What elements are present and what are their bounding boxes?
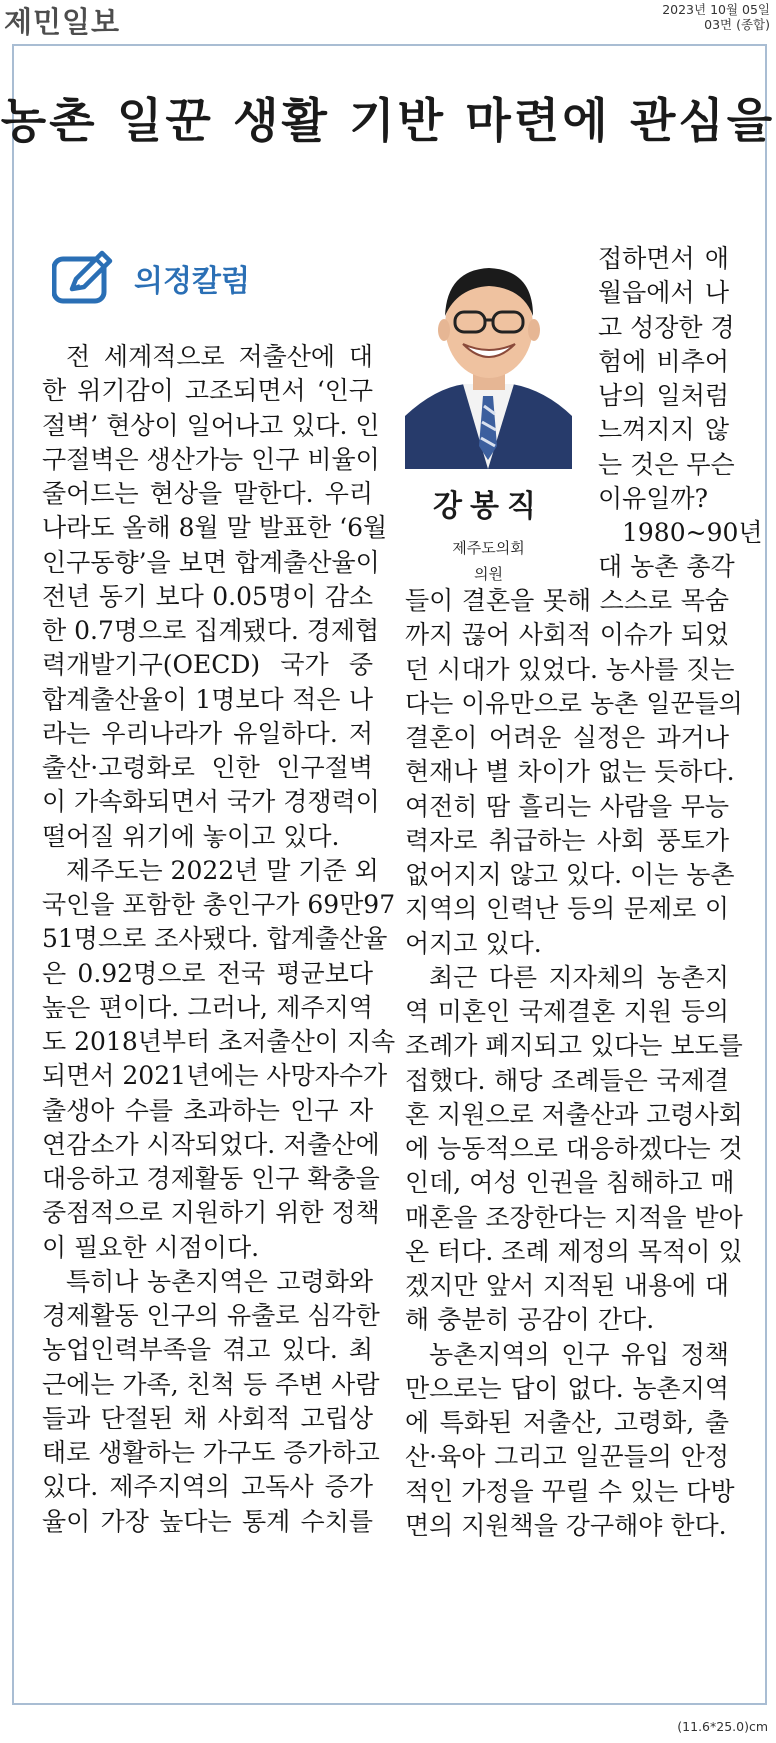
body-line: 접하면서 애 (598, 244, 729, 273)
body-line: 에 능동적으로 대응하겠다는 것 (405, 1134, 743, 1163)
body-line: 한 위기감이 고조되면서 ‘인구 (42, 376, 373, 406)
body-line: 중점적으로 지원하기 위한 정책 (42, 1198, 380, 1228)
body-line: 까지 끊어 사회적 이슈가 되었 (405, 620, 729, 650)
body-line: 줄어드는 현상을 말한다. 우리 (42, 479, 373, 508)
body-line: 높은 편이다. 그러나, 제주지역 (42, 992, 373, 1022)
body-line: 있다. 제주지역의 고독사 증가 (42, 1472, 373, 1502)
body-line: 인구동향’을 보면 합계출산율이 (42, 547, 380, 577)
body-line: 겠지만 앞서 지적된 내용에 대 (405, 1271, 729, 1300)
body-line: 나라도 올해 8월 말 발표한 ‘6월 (42, 513, 388, 543)
issue-meta (662, 2, 770, 32)
body-line: 산·육아 그리고 일꾼들의 안정 (405, 1442, 729, 1472)
body-line: 농업인력부족을 겪고 있다. 최 (42, 1335, 373, 1365)
body-line: 매혼을 조장한다는 지적을 받아 (405, 1202, 743, 1232)
masthead (0, 0, 776, 39)
issue-date: 2023년 10월 05일 (662, 2, 770, 17)
body-line: 1980~90년 (622, 518, 763, 547)
body-line: 역 미혼인 국제결혼 지원 등의 (405, 997, 729, 1026)
body-line: 농촌지역의 인구 유입 정책 (429, 1339, 729, 1369)
body-line: 연감소가 시작되었다. 저출산에 (42, 1129, 380, 1159)
body-line: 되면서 2021년에는 사망자수가 (42, 1061, 388, 1091)
body-line: 제주도는 2022년 말 기준 외 (66, 855, 379, 885)
body-line: 태로 생활하는 가구도 증가하고 (42, 1438, 380, 1467)
body-line: 조례가 폐지되고 있다는 보도를 (405, 1031, 743, 1061)
body-line: 이 가속화되면서 국가 경쟁력이 (42, 787, 380, 817)
body-line: 면의 지원책을 강구해야 한다. (405, 1510, 727, 1540)
author-name: 강봉직 (433, 489, 544, 524)
body-line: 들과 단절된 채 사회적 고립상 (42, 1403, 373, 1433)
body-line: 대응하고 경제활동 인구 확충을 (42, 1164, 380, 1193)
body-line: 력자로 취급하는 사회 풍토가 (405, 825, 729, 855)
body-line: 던 시대가 있었다. 농사를 짓는 (405, 654, 735, 684)
body-line: 적인 가정을 꾸릴 수 있는 다방 (405, 1476, 735, 1506)
body-line: 근에는 가족, 친척 등 주변 사람 (42, 1369, 380, 1399)
body-line: 라는 우리나라가 유일하다. 저 (42, 718, 373, 748)
body-line: 절벽’ 현상이 일어나고 있다. 인 (42, 410, 380, 440)
body-line: 해 충분히 공감이 간다. (405, 1305, 655, 1335)
body-line: 들이 결혼을 못해 스스로 목숨 (405, 586, 729, 615)
body-line: 다는 이유만으로 농촌 일꾼들의 (405, 688, 743, 718)
newspaper-logo: 제민일보 (4, 5, 121, 39)
body-line: 느껴지지 않 (598, 415, 729, 445)
body-line: 는 것은 무슨 (598, 449, 735, 479)
article-headline: 농촌 일꾼 생활 기반 마련에 관심을 (0, 94, 776, 149)
body-line: 율이 가장 높다는 통계 수치를 (42, 1506, 373, 1536)
body-line: 어지고 있다. (405, 928, 542, 958)
body-line: 전년 동기 보다 0.05명이 감소 (42, 581, 373, 611)
body-line: 은 0.92명으로 전국 평균보다 (42, 958, 373, 988)
body-line: 온 터다. 조례 제정의 목적이 있 (405, 1236, 743, 1266)
body-line: 력개발기구(OECD) 국가 중 (42, 650, 373, 680)
body-line: 전 세계적으로 저출산에 대 (66, 342, 373, 371)
size-note: (11.6*25.0)cm (677, 1719, 768, 1734)
body-line: 인데, 여성 인권을 침해하고 매 (405, 1168, 735, 1198)
author-portrait (405, 246, 572, 469)
body-line: 합계출산율이 1명보다 적은 나 (42, 684, 373, 714)
author-affiliation: 제주도의회 의원 (452, 539, 525, 583)
body-line: 구절벽은 생산가능 인구 비율이 (42, 444, 380, 474)
body-line: 없어지지 않고 있다. 이는 농촌 (405, 860, 735, 889)
body-line: 대 농촌 총각 (598, 552, 735, 582)
body-line: 이유일까? (598, 483, 709, 513)
body-line: 남의 일처럼 (598, 381, 729, 410)
body-line: 출생아 수를 초과하는 인구 자 (42, 1095, 373, 1125)
body-line: 경제활동 인구의 유출로 심각한 (42, 1301, 380, 1330)
body-line: 월읍에서 나 (598, 278, 729, 308)
body-line: 여전히 땀 흘리는 사람을 무능 (405, 791, 729, 821)
body-line: 만으로는 답이 없다. 농촌지역 (405, 1373, 729, 1403)
body-line: 이 필요한 시점이다. (42, 1232, 260, 1262)
body-line: 에 특화된 저출산, 고령화, 출 (405, 1408, 729, 1437)
body-line: 접했다. 해당 조례들은 국제결 (405, 1065, 729, 1095)
body-line: 떨어질 위기에 놓이고 있다. (42, 821, 340, 851)
body-line: 험에 비추어 (598, 346, 729, 376)
body-line: 도 2018년부터 초저출산이 지속 (42, 1027, 396, 1056)
pen-note-icon (52, 249, 116, 305)
body-line: 결혼이 어려운 실정은 과거나 (405, 723, 729, 752)
body-line: 특히나 농촌지역은 고령화와 (66, 1266, 373, 1296)
body-line: 현재나 별 차이가 없는 듯하다. (405, 757, 735, 787)
column-label: 의정칼럼 (134, 264, 250, 299)
body-line: 51명으로 조사됐다. 합계출산율 (42, 924, 388, 954)
page-section: 03면 (종합) (704, 17, 770, 32)
body-line: 고 성장한 경 (598, 312, 735, 342)
body-line: 최근 다른 지자체의 농촌지 (429, 962, 729, 992)
body-line: 혼 지원으로 저출산과 고령사회 (405, 1099, 743, 1129)
body-line: 지역의 인력난 등의 문제로 이 (405, 894, 729, 924)
body-line: 출산·고령화로 인한 인구절벽 (42, 753, 373, 782)
body-line: 한 0.7명으로 집계됐다. 경제협 (42, 616, 380, 645)
body-line: 국인을 포함한 총인구가 69만97 (42, 890, 396, 919)
